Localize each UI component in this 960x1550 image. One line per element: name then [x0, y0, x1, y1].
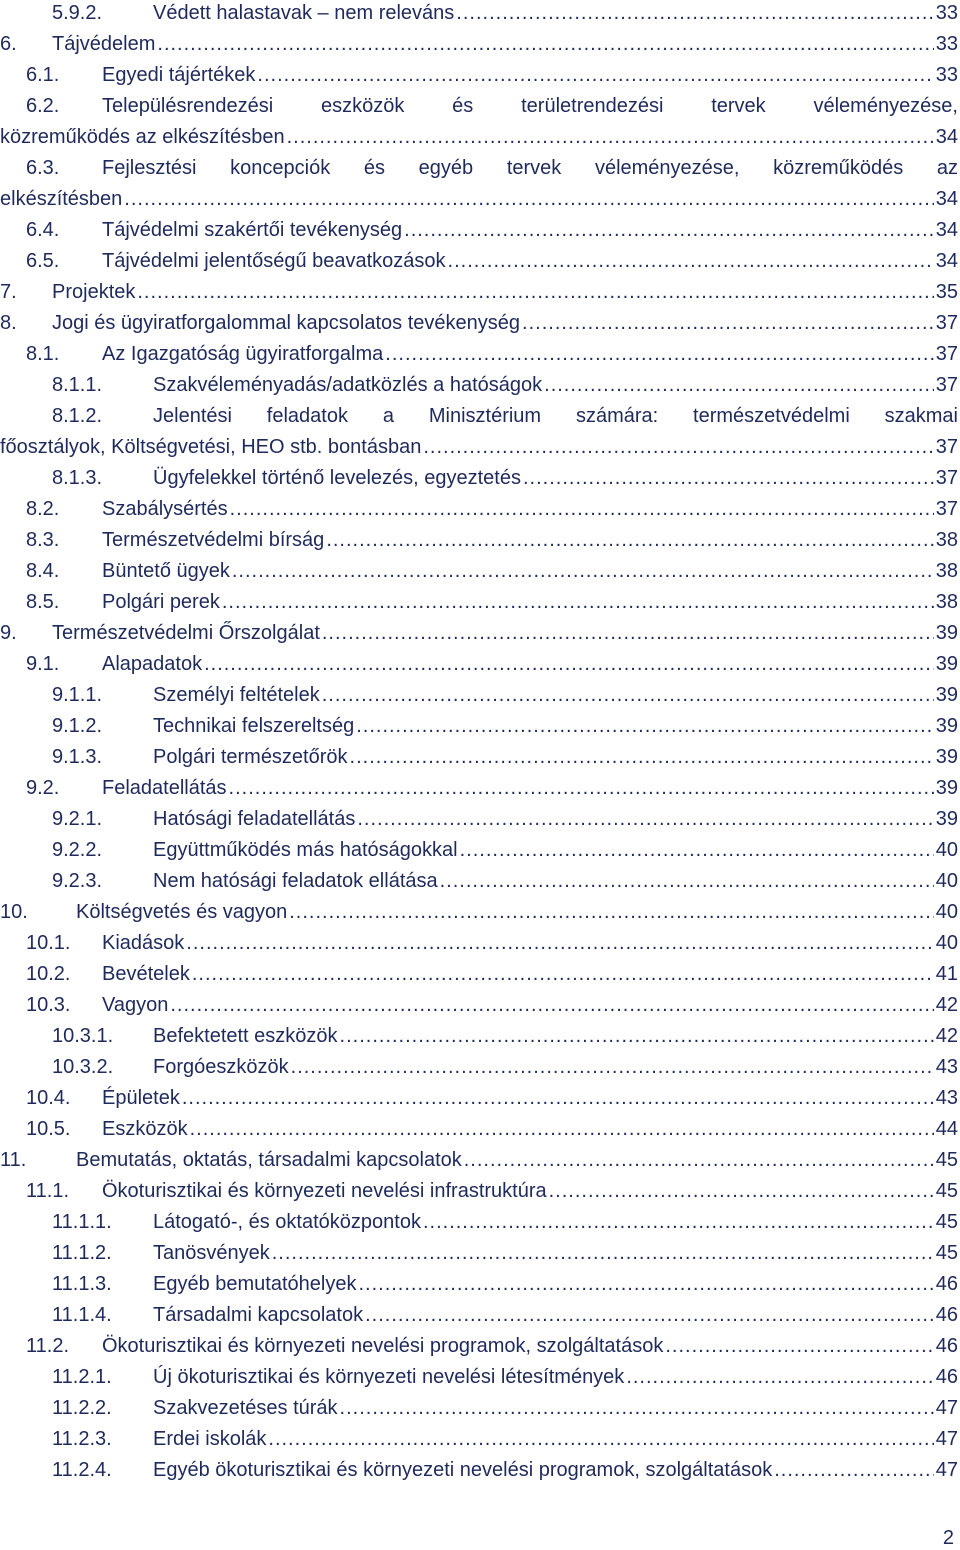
toc-entry-title: Természetvédelmi bírság — [102, 529, 325, 551]
toc-entry-page: 35 — [935, 281, 958, 303]
dot-leader — [291, 1052, 934, 1083]
toc-entry-title: Ökoturisztikai és környezeti nevelési programok, szolgáltatások — [102, 1335, 664, 1357]
toc-entry-title: Hatósági feladatellátás — [153, 808, 356, 830]
toc-entry-number: 9.1.3. — [52, 746, 103, 768]
toc-entry-title: Feladatellátás — [102, 777, 227, 799]
toc-entry-page: 44 — [935, 1118, 958, 1140]
toc-entry-number: 8.3. — [26, 529, 60, 551]
toc-entry-page: 40 — [935, 901, 958, 923]
toc-entry-page: 33 — [935, 2, 958, 24]
toc-entry[interactable] — [0, 1052, 958, 1083]
dot-leader — [464, 1145, 934, 1176]
toc-entry-number: 6.2. — [26, 95, 60, 117]
toc-entry[interactable] — [0, 1362, 958, 1393]
toc-entry[interactable] — [0, 1393, 958, 1424]
toc-entry-number: 11.2.3. — [52, 1428, 112, 1450]
dot-leader — [186, 928, 933, 959]
dot-leader — [190, 1114, 934, 1145]
toc-entry-number: 10. — [0, 901, 28, 923]
toc-entry-page: 39 — [935, 746, 958, 768]
toc-entry-number: 6.3. — [26, 157, 60, 179]
toc-entry[interactable] — [0, 1455, 958, 1486]
toc-entry-number: 8. — [0, 312, 17, 334]
toc-entry[interactable] — [0, 742, 958, 773]
toc-entry-number: 11.1.1. — [52, 1211, 112, 1233]
toc-entry-number: 6.5. — [26, 250, 60, 272]
toc-entry-title: Technikai felszereltség — [153, 715, 355, 737]
toc-entry-page: 45 — [935, 1149, 958, 1171]
toc-entry-title: Nem hatósági feladatok ellátása — [153, 870, 438, 892]
toc-entry-number: 6. — [0, 33, 17, 55]
toc-entry-title: Költségvetés és vagyon — [76, 901, 288, 923]
toc-entry-page: 39 — [935, 715, 958, 737]
toc-entry-page: 41 — [935, 963, 958, 985]
toc-entry[interactable] — [0, 1114, 958, 1145]
toc-entry-number: 10.4. — [26, 1087, 71, 1109]
toc-entry-title: Polgári természetőrök — [153, 746, 348, 768]
toc-entry-number: 8.5. — [26, 591, 60, 613]
toc-entry-title: Erdei iskolák — [153, 1428, 267, 1450]
toc-entry-page: 37 — [935, 312, 958, 334]
dot-leader — [326, 525, 933, 556]
toc-entry-title: Jogi és ügyiratforgalommal kapcsolatos tevékenység — [52, 312, 521, 334]
toc-entry-page: 39 — [935, 808, 958, 830]
page-number: 2 — [942, 1527, 954, 1549]
toc-entry-title: Az Igazgatóság ügyiratforgalma — [102, 343, 384, 365]
toc-entry-page: 47 — [935, 1459, 958, 1481]
toc-entry-number: 9.1.1. — [52, 684, 103, 706]
toc-entry[interactable] — [0, 1269, 958, 1300]
toc-entry[interactable] — [0, 525, 958, 556]
dot-leader — [322, 680, 934, 711]
toc-entry-number: 10.5. — [26, 1118, 71, 1140]
toc-entry-page: 34 — [935, 219, 958, 241]
toc-entry-title-line1: Fejlesztési koncepciók és egyéb tervek véleményezése, közreműködés az — [102, 157, 958, 179]
toc-entry[interactable] — [0, 1331, 958, 1362]
toc-entry-page: 45 — [935, 1211, 958, 1233]
dot-leader — [356, 711, 934, 742]
toc-entry[interactable] — [0, 277, 958, 308]
dot-leader — [544, 370, 934, 401]
toc-entry-number: 11. — [0, 1149, 27, 1171]
dot-leader — [350, 742, 934, 773]
toc-entry-title: Kiadások — [102, 932, 185, 954]
toc-entry-page: 37 — [935, 467, 958, 489]
toc-entry-page: 34 — [935, 250, 958, 272]
toc-entry-title: Polgári perek — [102, 591, 220, 613]
dot-leader — [665, 1331, 933, 1362]
toc-entry-page: 38 — [935, 560, 958, 582]
dot-leader — [229, 773, 934, 804]
toc-entry-number: 11.1.4. — [52, 1304, 112, 1326]
toc-entry[interactable] — [0, 773, 958, 804]
toc-entry[interactable] — [0, 835, 958, 866]
toc-entry[interactable] — [0, 649, 958, 680]
toc-entry-number: 9.2.2. — [52, 839, 103, 861]
toc-entry-number: 11.2. — [26, 1335, 69, 1357]
toc-entry-number: 11.2.2. — [52, 1397, 112, 1419]
toc-entry-number: 8.1.2. — [52, 405, 103, 427]
toc-entry-title: Látogató-, és oktatóközpontok — [153, 1211, 421, 1233]
toc-entry-page: 40 — [935, 932, 958, 954]
toc-entry-page: 46 — [935, 1335, 958, 1357]
toc-entry-number: 8.4. — [26, 560, 60, 582]
dot-leader — [192, 959, 934, 990]
toc-entry[interactable] — [0, 804, 958, 835]
toc-entry-number: 9. — [0, 622, 17, 644]
toc-entry-page: 45 — [935, 1180, 958, 1202]
toc-entry-page: 37 — [935, 374, 958, 396]
dot-leader — [340, 1021, 934, 1052]
toc-entry-number: 8.2. — [26, 498, 60, 520]
toc-entry[interactable] — [0, 556, 958, 587]
toc-entry-title: Bevételek — [102, 963, 190, 985]
toc-entry[interactable] — [0, 1083, 958, 1114]
toc-entry-page: 39 — [935, 684, 958, 706]
toc-entry-number: 9.2.1. — [52, 808, 103, 830]
toc-entry-number: 9.2.3. — [52, 870, 103, 892]
toc-entry-page: 46 — [935, 1273, 958, 1295]
dot-leader — [549, 1176, 934, 1207]
toc-entry-title: Befektetett eszközök — [153, 1025, 338, 1047]
toc-entry[interactable] — [0, 587, 958, 618]
toc-entry-page: 40 — [935, 839, 958, 861]
dot-leader — [460, 835, 934, 866]
toc-entry-title-line1: Jelentési feladatok a Minisztérium számára: természetvédelmi szakmai — [153, 405, 958, 427]
toc-entry[interactable] — [0, 1145, 958, 1176]
dot-leader — [523, 463, 934, 494]
toc-entry-page: 33 — [935, 33, 958, 55]
toc-entry-title: Társadalmi kapcsolatok — [153, 1304, 364, 1326]
toc-entry-title-line1: Településrendezési eszközök és területrendezési tervek véleményezése, — [102, 95, 958, 117]
toc-entry-number: 11.2.1. — [52, 1366, 112, 1388]
toc-entry-title: Természetvédelmi Őrszolgálat — [52, 622, 320, 644]
toc-entry[interactable] — [0, 1176, 958, 1207]
toc-entry[interactable] — [0, 246, 958, 277]
toc-entry-number: 7. — [0, 281, 17, 303]
toc-entry-title: elkészítésben — [0, 188, 123, 210]
toc-entry-number: 11.1.3. — [52, 1273, 112, 1295]
toc-entry[interactable] — [0, 990, 958, 1021]
toc-entry-page: 43 — [935, 1087, 958, 1109]
toc-entry-page: 33 — [935, 64, 958, 86]
toc-entry-number: 11.1.2. — [52, 1242, 112, 1264]
toc-entry[interactable] — [0, 494, 958, 525]
toc-entry-page: 42 — [935, 994, 958, 1016]
toc-entry-title: Tanösvények — [153, 1242, 270, 1264]
toc-entry-number: 11.1. — [26, 1180, 69, 1202]
toc-entry[interactable] — [0, 928, 958, 959]
toc-entry-continuation[interactable] — [0, 432, 958, 463]
toc-entry[interactable] — [0, 897, 958, 928]
toc-entry-title: főosztályok, Költségvetési, HEO stb. bontásban — [0, 436, 422, 458]
toc-entry[interactable] — [0, 1021, 958, 1052]
dot-leader — [137, 277, 933, 308]
toc-entry-title: Ügyfelekkel történő levelezés, egyeztetés — [153, 467, 521, 489]
toc-entry-title: Egyéb ökoturisztikai és környezeti nevelési programok, szolgáltatások — [153, 1459, 773, 1481]
toc-entry[interactable] — [0, 1207, 958, 1238]
toc-entry-page: 37 — [935, 436, 958, 458]
toc-entry-page: 39 — [935, 777, 958, 799]
dot-leader — [257, 60, 933, 91]
dot-leader — [232, 556, 934, 587]
dot-leader — [157, 29, 933, 60]
toc-entry-title: Ökoturisztikai és környezeti nevelési infrastruktúra — [102, 1180, 547, 1202]
toc-entry-title: Szabálysértés — [102, 498, 228, 520]
dot-leader — [404, 215, 934, 246]
toc-entry-title: Együttműködés más hatóságokkal — [153, 839, 458, 861]
dot-leader — [774, 1455, 934, 1486]
toc-entry-title: Büntető ügyek — [102, 560, 230, 582]
toc-entry-title: Szakvéleményadás/adatközlés a hatóságok — [153, 374, 543, 396]
toc-entry-number: 10.1. — [26, 932, 71, 954]
toc-entry-title: Szakvezetéses túrák — [153, 1397, 338, 1419]
toc-entry-number: 6.1. — [26, 64, 60, 86]
toc-entry-number: 11.2.4. — [52, 1459, 112, 1481]
toc-entry-number: 10.2. — [26, 963, 71, 985]
toc-entry-page: 47 — [935, 1397, 958, 1419]
toc-entry-title: Tájvédelem — [52, 33, 156, 55]
dot-leader — [268, 1424, 933, 1455]
toc-entry[interactable] — [0, 339, 958, 370]
toc-entry-title: Épületek — [102, 1087, 180, 1109]
toc-entry[interactable] — [0, 0, 958, 29]
toc-entry[interactable] — [0, 959, 958, 990]
toc-entry[interactable] — [0, 60, 958, 91]
dot-leader — [440, 866, 934, 897]
toc-entry-number: 8.1.1. — [52, 374, 103, 396]
toc-entry-title: Vagyon — [102, 994, 169, 1016]
dot-leader — [357, 804, 933, 835]
toc-entry-page: 34 — [935, 188, 958, 210]
dot-leader — [182, 1083, 934, 1114]
dot-leader — [385, 339, 933, 370]
toc-entry[interactable] — [0, 29, 958, 60]
toc-entry-title: Eszközök — [102, 1118, 188, 1140]
dot-leader — [340, 1393, 934, 1424]
toc-entry-page: 46 — [935, 1366, 958, 1388]
dot-leader — [222, 587, 934, 618]
toc-entry-title: Projektek — [52, 281, 136, 303]
toc-entry-number: 9.2. — [26, 777, 60, 799]
toc-entry[interactable] — [0, 91, 958, 122]
dot-leader — [448, 246, 934, 277]
toc-entry-page: 34 — [935, 126, 958, 148]
dot-leader — [423, 432, 933, 463]
toc-entry[interactable] — [0, 308, 958, 339]
toc-entry-page: 38 — [935, 591, 958, 613]
toc-entry-page: 42 — [935, 1025, 958, 1047]
toc-entry-page: 45 — [935, 1242, 958, 1264]
toc-entry[interactable] — [0, 711, 958, 742]
toc-entry-page: 38 — [935, 529, 958, 551]
toc-entry-page: 39 — [935, 653, 958, 675]
toc-entry-title: Védett halastavak – nem releváns — [153, 2, 455, 24]
toc-entry-title: Tájvédelmi szakértői tevékenység — [102, 219, 403, 241]
dot-leader — [287, 122, 934, 153]
dot-leader — [365, 1300, 934, 1331]
toc-entry-page: 37 — [935, 498, 958, 520]
toc-entry-title: Egyedi tájértékek — [102, 64, 256, 86]
dot-leader — [170, 990, 933, 1021]
dot-leader — [124, 184, 933, 215]
toc-entry[interactable] — [0, 153, 958, 184]
toc-entry[interactable] — [0, 618, 958, 649]
dot-leader — [423, 1207, 934, 1238]
toc-entry-title: közreműködés az elkészítésben — [0, 126, 285, 148]
toc-entry-title: Bemutatás, oktatás, társadalmi kapcsolatok — [76, 1149, 462, 1171]
toc-entry-page: 47 — [935, 1428, 958, 1450]
dot-leader — [322, 618, 934, 649]
dot-leader — [626, 1362, 933, 1393]
toc-entry-continuation[interactable] — [0, 122, 958, 153]
toc-entry-title: Tájvédelmi jelentőségű beavatkozások — [102, 250, 446, 272]
toc-entry[interactable] — [0, 463, 958, 494]
toc-entry-number: 10.3.1. — [52, 1025, 114, 1047]
toc-entry[interactable] — [0, 1424, 958, 1455]
dot-leader — [358, 1269, 933, 1300]
toc-entry-number: 10.3. — [26, 994, 71, 1016]
toc-entry[interactable] — [0, 370, 958, 401]
toc-entry-page: 39 — [935, 622, 958, 644]
toc-entry-title: Forgóeszközök — [153, 1056, 289, 1078]
toc-entry-page: 37 — [935, 343, 958, 365]
toc-entry-title: Új ökoturisztikai és környezeti nevelési létesítmények — [153, 1366, 625, 1388]
toc-entry-title: Alapadatok — [102, 653, 203, 675]
toc-entry-number: 9.1. — [26, 653, 60, 675]
toc-entry-number: 8.1.3. — [52, 467, 103, 489]
toc-entry[interactable] — [0, 401, 958, 432]
toc-entry-number: 8.1. — [26, 343, 60, 365]
toc-entry-continuation[interactable] — [0, 184, 958, 215]
toc-entry-number: 6.4. — [26, 219, 60, 241]
toc-entry[interactable] — [0, 215, 958, 246]
toc-entry[interactable] — [0, 1300, 958, 1331]
dot-leader — [230, 494, 934, 525]
toc-entry[interactable] — [0, 1238, 958, 1269]
dot-leader — [272, 1238, 934, 1269]
toc-entry-number: 9.1.2. — [52, 715, 103, 737]
toc-entry-page: 46 — [935, 1304, 958, 1326]
toc-entry-title: Egyéb bemutatóhelyek — [153, 1273, 357, 1295]
dot-leader — [289, 897, 934, 928]
toc-entry[interactable] — [0, 680, 958, 711]
toc-entry-title: Személyi feltételek — [153, 684, 320, 706]
dot-leader — [204, 649, 934, 680]
toc-entry-page: 43 — [935, 1056, 958, 1078]
dot-leader — [456, 0, 933, 29]
dot-leader — [522, 308, 934, 339]
toc-entry-number: 10.3.2. — [52, 1056, 114, 1078]
toc-entry[interactable] — [0, 866, 958, 897]
toc-entry-number: 5.9.2. — [52, 2, 103, 24]
toc-entry-page: 40 — [935, 870, 958, 892]
